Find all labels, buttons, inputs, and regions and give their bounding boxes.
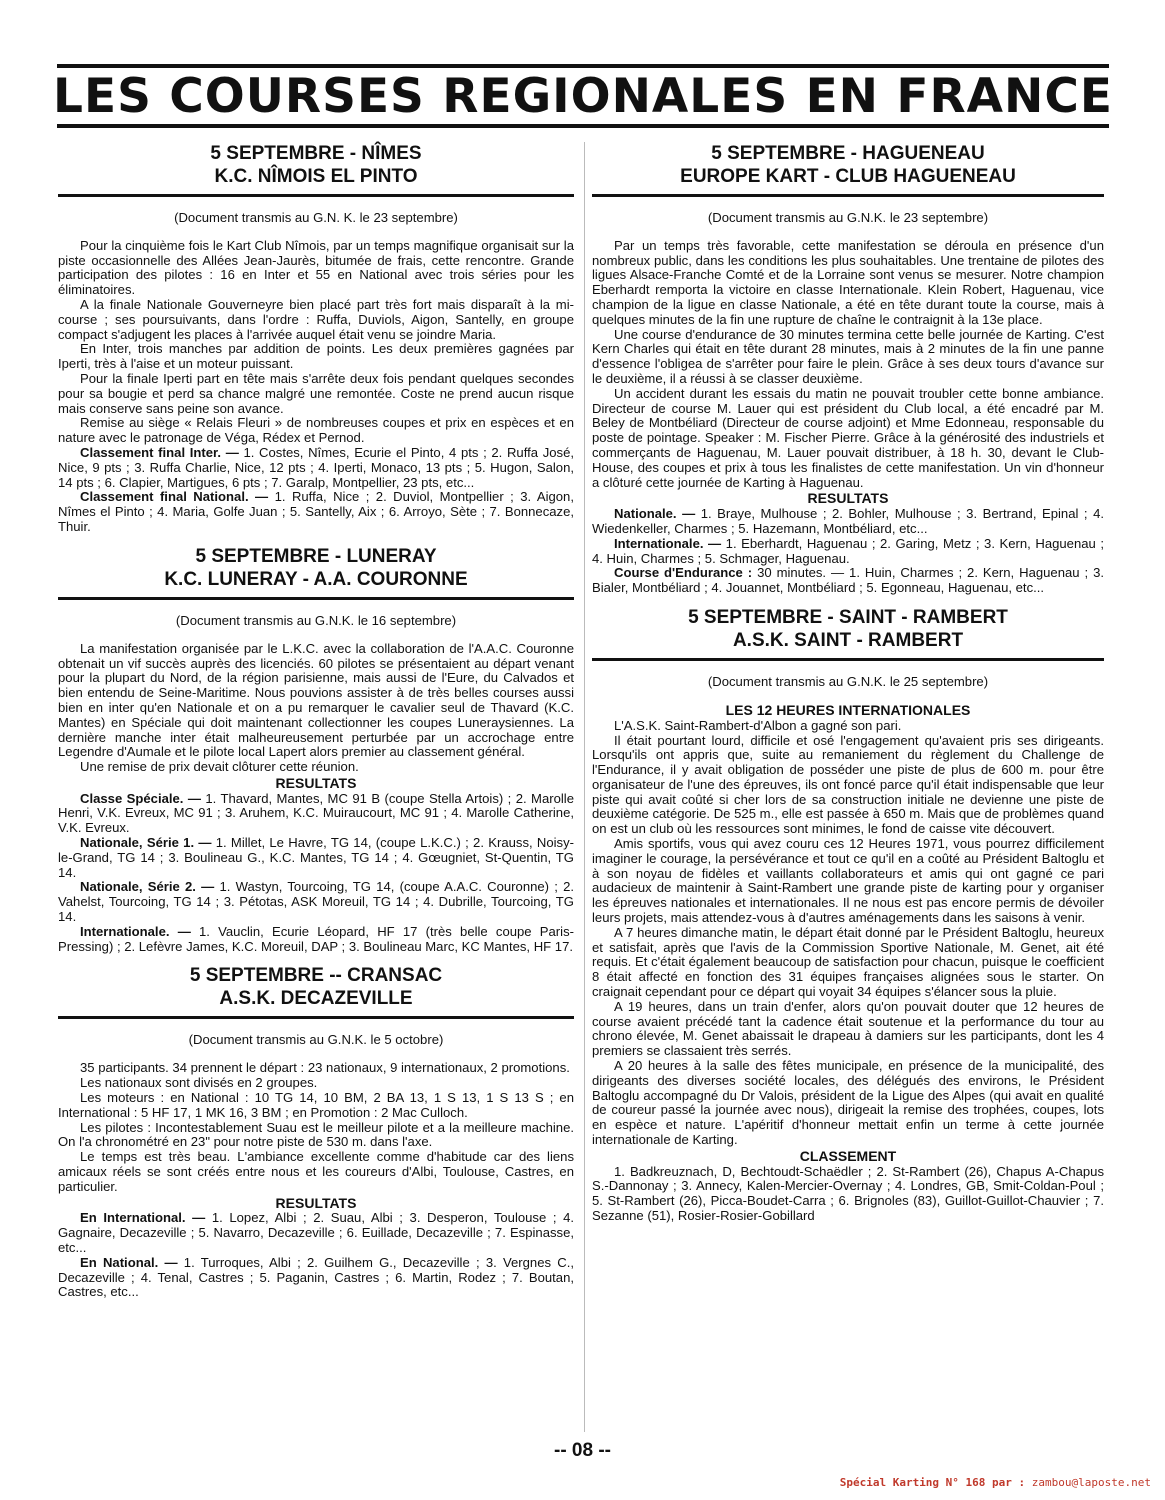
article-body xyxy=(592,675,1104,1224)
paragraph: L'A.S.K. Saint-Rambert-d'Albon a gagné son pari. xyxy=(614,717,902,733)
document-note: (Document transmis au G.N.K. le 25 septembre) xyxy=(707,674,989,690)
paragraph: Pour la cinquième fois le Kart Club Nîmois, par un temps magnifique organisait sur la piste occasionnelle des Allées Jean-Jaurès, bitumée de frais, cette rencontre. Grande participation des pilotes : 16 en Inter et 55 en National avec trois séries pour les éliminatoires. xyxy=(58,237,574,298)
result-entry: Classement final Inter. — 1. Costes, Nîmes, Ecurie el Pinto, 4 pts ; 2. Ruffa José, Nice, 9 pts ; 3. Ruffa Charlie, Nice, 12 pts ; 4. Iperti, Monaco, 13 pts ; 5. Hugon, Salon, 14 pts ; 6. Clapier, Martigues, 6 pts ; 7. Garalp, Montpellier, 23 pts, etc... xyxy=(58,445,574,490)
heading-line-1: 5 SEPTEMBRE - HAGUENEAU xyxy=(711,143,985,164)
results-title: RESULTATS xyxy=(807,490,889,507)
heading-line-2: A.S.K. SAINT - RAMBERT xyxy=(732,630,964,652)
document-note: (Document transmis au G.N.K. le 23 septembre) xyxy=(707,210,989,225)
result-entry: Classe Spéciale. — 1. Thavard, Mantes, MC 91 B (coupe Stella Artois) ; 2. Marolle Henri, V.K. Evreux, MC 91 ; 3. Aruhem, K.C. Muiraucourt, MC 91 ; 4. Marolle Catherine, V.K. Evreux. xyxy=(58,790,574,836)
paragraph: La manifestation organisée par le L.K.C. avec la collaboration de l'A.A.C. Couronne obtenait un vif succès auprès des licenciés. 60 pilotes se présentaient au départ venant pour la plupart du Nord, de la région parisienne, mais aussi de l'Eure, du Calvados et bien entendu de Seine-Maritime. Nous pouvions assister à de très belles courses aussi bien en inter qu'en Nationale et on a pu remarquer le cavalier seul de Thavard (K.C. Mantes) en Spéciale qui doit maintenant collectionner les coupes Luneraysiennes. La dernière manche inter était malheureusement perturbée par un accrochage entre Legendre d'Aumale et le pilote local Lapert alors premier au classement général. xyxy=(58,640,574,760)
results-title: RESULTATS xyxy=(275,1194,357,1211)
left-column xyxy=(58,142,574,1310)
heading-line-1: 5 SEPTEMBRE - NÎMES xyxy=(210,143,422,164)
result-entry: En International. — 1. Lopez, Albi ; 2. Suau, Albi ; 3. Desperon, Toulouse ; 4. Gagnaire, Decazeville ; 5. Navarro, Decazeville ; 6. Euillade, Decazeville ; 7. Espinasse, etc... xyxy=(58,1210,575,1255)
paragraph: 35 participants. 34 prennent le départ : 23 nationaux, 9 internationaux, 2 promotions. xyxy=(80,1060,570,1076)
paragraph: A 19 heures, dans un train d'enfer, alors qu'on pouvait douter que 12 heures de course avaient précédé tant la cadence était soutenue et la performance du tour au chrono élevée, M. Genet abaissait le drapeau à damiers sur les participants, dont les 4 premiers se classaient très serrés. xyxy=(592,998,1104,1059)
result-entry: Nationale, Série 1. — 1. Millet, Le Havre, TG 14, (coupe L.K.C.) ; 2. Krauss, Noisy-le-Grand, TG 14 ; 3. Boulineau G., K.C. Mantes, TG 14 ; 4. Gœugniet, St-Quentin, TG 14. xyxy=(58,835,575,880)
result-entry: Course d'Endurance : 30 minutes. — 1. Huin, Charmes ; 2. Kern, Haguenau ; 3. Bialer, Montbéliard ; 4. Jouannet, Montbéliard ; 5. Egonneau, Haguenau, etc... xyxy=(592,565,1105,596)
section-heading xyxy=(592,142,1104,197)
heading-line-2: EUROPE KART - CLUB HAGUENEAU xyxy=(680,166,1016,187)
result-entry: Internationale. — 1. Eberhardt, Haguenau ; 2. Garing, Metz ; 3. Kern, Haguenau ; 4. Huin, Charmes ; 5. Schmager, Haguenau. xyxy=(592,535,1104,566)
paragraph: A 7 heures dimanche matin, le départ était donné par le Président Baltoglu, heureux et satisfait, après que l'avis de la Commission Sportive Nationale, M. Genet, ait été requis. Et c'était également beaucoup de satisfaction pour chacun, puisque le coefficient 8 était affecté en fonction des 31 équipes françaises alignées sous le starter. On craignait cependant pour ce départ qui voyait 34 équipes s'élancer sous la pluie. xyxy=(592,924,1104,1000)
document-note: (Document transmis au G.N.K. le 16 septembre) xyxy=(175,612,457,628)
paragraph: Une course d'endurance de 30 minutes termina cette belle journée de Karting. C'est Kern Charles qui était en tête durant 28 minutes, mais à 2 minutes de la fin une panne d'essence l'obligea de s'arrêter pour faire le plein. Grâce à ses deux tours d'avance sur le deuxième, il a réussi à se classer deuxième. xyxy=(592,326,1104,387)
article-subtitle: LES 12 HEURES INTERNATIONALES xyxy=(725,701,971,718)
heading-line-2: A.S.K. DECAZEVILLE xyxy=(219,988,413,1010)
document-note: (Document transmis au G.N. K. le 23 septembre) xyxy=(174,210,458,225)
paragraph: Le temps est très beau. L'ambiance excellente comme d'habitude car des liens amicaux réels se sont créés entre nous et les coureurs d'Albi, Toulouse, Castres, en particulier. xyxy=(58,1149,574,1194)
heading-line-1: 5 SEPTEMBRE - LUNERAY xyxy=(195,545,437,567)
heading-line-2: K.C. LUNERAY - A.A. COURONNE xyxy=(164,568,468,590)
article-body xyxy=(592,211,1104,596)
result-entry: En National. — 1. Turroques, Albi ; 2. Guilhem G., Decazeville ; 3. Vergnes C., Decazeville ; 4. Tenal, Castres ; 5. Paganin, Castres ; 6. Martin, Rodez ; 7. Boutan, Castres, etc... xyxy=(58,1254,574,1300)
paragraph: Remise au siège « Relais Fleuri » de nombreuses coupes et prix en espèces et en nature avec le patronage de Véga, Rédex et Pernod. xyxy=(58,415,574,446)
paragraph: En Inter, trois manches par addition de points. Les deux premières gagnées par Iperti, très à l'aise et un moteur puissant. xyxy=(58,341,574,372)
paragraph: A la finale Nationale Gouverneyre bien placé part très fort mais disparaît à la mi-course ; ses poursuivants, dans l'ordre : Ruffa, Duviols, Aigon, Santelly, en groupe compact s'adjugent les places à l'arrivée auquel était venu se joindre Maria. xyxy=(58,297,574,342)
article-body xyxy=(58,614,574,955)
page-title: LES COURSES REGIONALES EN FRANCE xyxy=(57,64,1109,128)
paragraph: A 20 heures à la salle des fêtes municipale, en présence de la municipalité, des dirigeants des diverses société locales, des délégués des environs, le Président Baltoglu accompagné du Dr Valois, président de la Ligue des Alpes (qui avait en qualité de coureur passé la journée avec nous), dirigeait la remise des trophées, coupes, lots en espèce et nature. L'apéritif d'honneur mettait enfin un terme à cette journée internationale de Karting. xyxy=(592,1058,1104,1148)
heading-line-2: K.C. NÎMOIS EL PINTO xyxy=(214,166,418,187)
footer-credit xyxy=(840,1476,1151,1489)
section-heading xyxy=(58,142,574,197)
classement-list: 1. Badkreuznach, D, Bechtoudt-Schaëdler ; 2. St-Rambert (26), Chapus A-Chapus S.-Dannonay ; 3. Annecy, Kalen-Mercier-Overnay ; 4. Londres, GB, Smit-Coldan-Poul ; 5. St-Rambert (26), Picca-Boudet-Carra ; 6. Brignoles (83), Guillot-Guillot-Chauvier ; 7. Sezanne (51), Rosier-Rosier-Gobillard xyxy=(592,1163,1104,1223)
heading-line-1: 5 SEPTEMBRE -- CRANSAC xyxy=(189,965,443,987)
footer-label: Spécial Karting N° 168 par : xyxy=(839,1476,1026,1489)
result-entry: Nationale. — 1. Braye, Mulhouse ; 2. Bohler, Mulhouse ; 3. Bertrand, Epinal ; 4. Wiedenkeller, Charmes ; 5. Hazemann, Montbéliard, etc... xyxy=(592,506,1105,537)
paragraph: Il était pourtant lourd, difficile et osé l'engagement qu'avaient pris ses dirigeants. Lorsqu'ils ont appris que, suite au remaniement du règlement du Challenge de l'Endurance, il y avait obligation de posséder une piste de plus de 600 m. pour être organisateur de l'une des épreuves, ils ont foncé parce qu'il était indispensable que leur piste qui avait coûté si cher lors de sa construction initiale ne devienne une piste de deuxième catégorie. De 525 m., elle est passée à 650 m. Mais que de problèmes quand on est un club où les ressources sont minimes, le fond de caisse vite découvert. xyxy=(592,732,1104,837)
section-heading xyxy=(58,964,574,1019)
paragraph: Les pilotes : Incontestablement Suau est le meilleur pilote et a la meilleure machine. On l'a chronométré en 23" pour notre piste de 530 m. dans l'axe. xyxy=(58,1119,574,1150)
article-cransac xyxy=(58,964,574,1300)
article-saint-rambert xyxy=(592,606,1104,1224)
result-entry: Nationale, Série 2. — 1. Wastyn, Tourcoing, TG 14, (coupe A.A.C. Couronne) ; 2. Vahelst, Tourcoing, TG 14 ; 3. Pétotas, ASK Moreuil, TG 14 ; 4. Dubrille, Tourcoing, TG 14. xyxy=(58,879,575,925)
heading-line-1: 5 SEPTEMBRE - SAINT - RAMBERT xyxy=(688,607,1008,629)
column-divider xyxy=(584,142,585,1432)
paragraph: Par un temps très favorable, cette manifestation se déroula en présence d'un nombreux public, dans les conditions les plus souhaitables. Une trentaine de pilotes des ligues Alsace-Franche Comté et de la Lorraine sont venus se mesurer. Notre champion Eberhardt remporta la victoire en classe Internationale. Klein Robert, Haguenau, vice champion de la ligue en classe Nationale, a été en tête durant toute la course, mais à quelques minutes de la fin une rupture de chaîne le contraignit à la 13e place. xyxy=(592,237,1104,327)
article-luneray xyxy=(58,545,574,955)
footer-email-link[interactable]: zambou@laposte.net xyxy=(1031,1476,1151,1489)
document-note: (Document transmis au G.N.K. le 5 octobre) xyxy=(188,1032,444,1048)
section-heading xyxy=(592,606,1104,661)
results-title: CLASSEMENT xyxy=(799,1147,897,1164)
article-body xyxy=(58,1033,574,1300)
paragraph: Amis sportifs, vous qui avez couru ces 12 Heures 1971, vous pourrez difficilement imaginer le courage, la persévérance et tout ce qu'il en a coûté au Président Baltoglu et à son noyau de fidèles et vaillants collaborateurs et amis qui ont gagné ce pari audacieux de maintenir à Saint-Rambert une grande piste de karting pour y organiser les épreuves nationales et internationales. Il ne nous est pas encore permis de dévoiler leurs projets, mais attendez-vous à d'autres aménagements dans les saisons à venir. xyxy=(592,836,1104,926)
section-heading xyxy=(58,545,574,600)
results-title: RESULTATS xyxy=(275,774,357,791)
result-entry: Classement final National. — 1. Ruffa, Nice ; 2. Duviol, Montpellier ; 3. Aigon, Nîmes el Pinto ; 4. Maria, Golfe Juan ; 5. Santelly, Aix ; 6. Arroyo, Sète ; 7. Bonnecaze, Thuir. xyxy=(58,489,574,535)
page-number: -- 08 -- xyxy=(554,1440,611,1461)
paragraph: Un accident durant les essais du matin ne pouvait troubler cette bonne ambiance. Directeur de course M. Lauer qui est président du Club local, a été encadré par M. Beley de Montbéliard (Directeur de course adjoint) et Mme Edonneau, responsable du poste de pointage. Speaker : M. Fischer Pierre. Grâce à la générosité des industriels et commerçants de Haguenau, M. Lauer pouvait distribuer, à 18 h. 30, devant le Club-House, des coupes et prix à tous les finalistes de cette manifestation. Un vin d'honneur a clôturé cette journée de Karting à Haguenau. xyxy=(592,385,1104,490)
right-column xyxy=(592,142,1104,1234)
paragraph: Une remise de prix devait clôturer cette réunion. xyxy=(80,759,359,775)
article-haguenau xyxy=(592,142,1104,596)
article-body xyxy=(58,211,574,535)
result-entry: Internationale. — 1. Vauclin, Ecurie Léopard, HF 17 (très belle coupe Paris-Pressing) ; 2. Lefèvre James, K.C. Moreuil, DAP ; 3. Boulineau Marc, KC Mantes, HF 17. xyxy=(58,923,574,954)
paragraph: Pour la finale Iperti part en tête mais s'arrête deux fois pendant quelques secondes pour sa bougie et perd sa chance malgré une remontée. Coste ne prend aucun risque mais conserve sans peine son avance. xyxy=(58,371,574,416)
article-nimes xyxy=(58,142,574,535)
paragraph: Les nationaux sont divisés en 2 groupes. xyxy=(80,1075,318,1091)
paragraph: Les moteurs : en National : 10 TG 14, 10 BM, 2 BA 13, 1 S 13, 1 S 13 S ; en International : 5 HF 17, 1 MK 16, 3 BM ; en Promotion : 2 Mac Culloch. xyxy=(58,1089,574,1120)
